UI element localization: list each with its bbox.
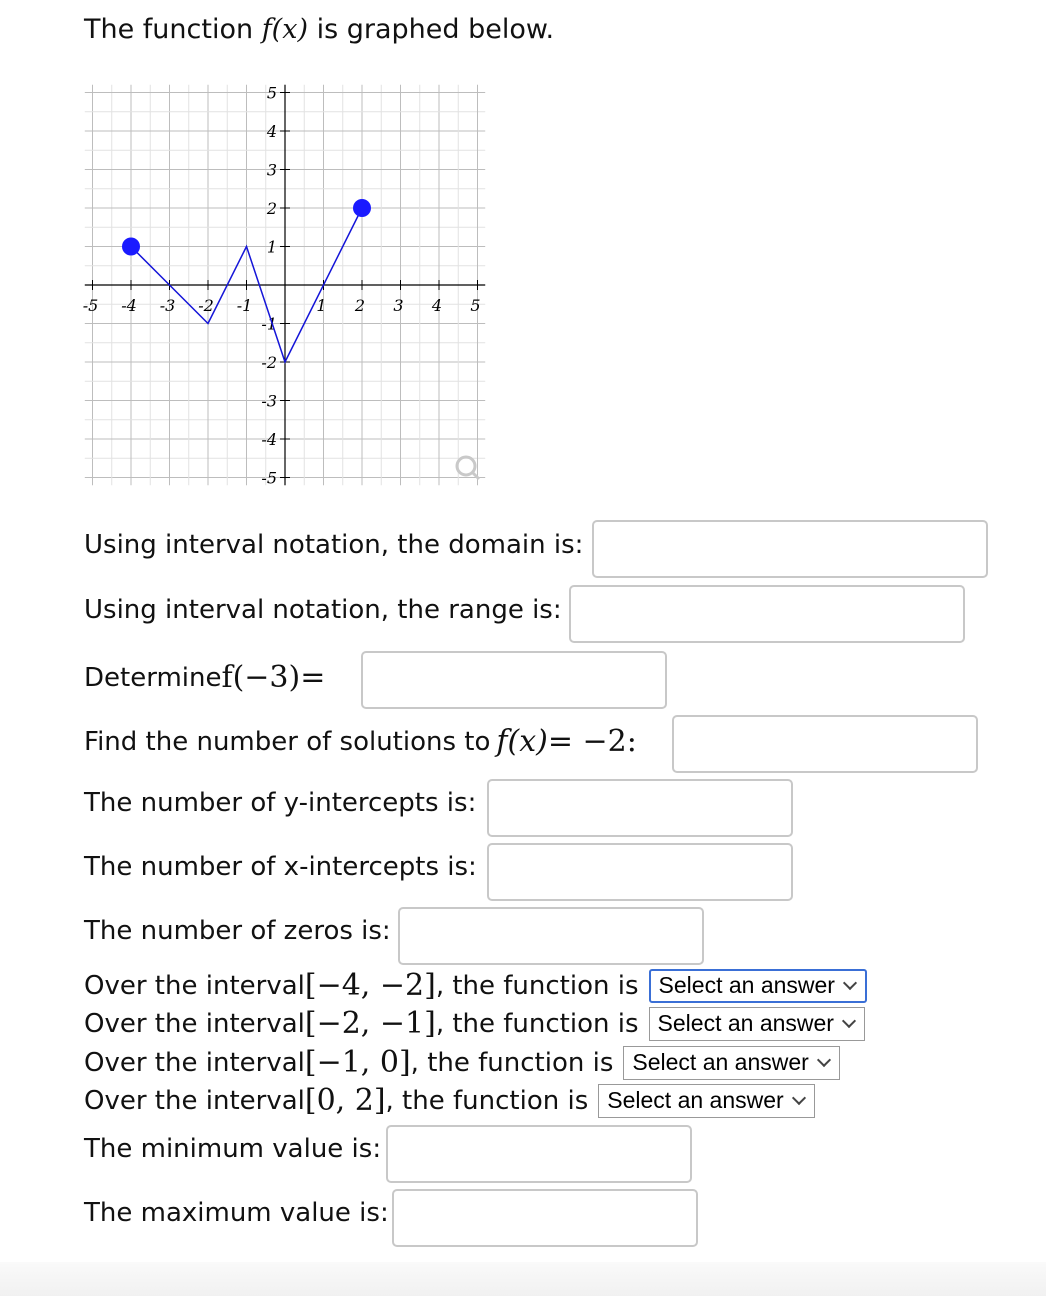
select-label: Select an answer <box>658 972 835 998</box>
endpoint-dot <box>353 199 371 217</box>
y-tick-label: 5 <box>266 83 277 103</box>
interval-value: [−1, 0] <box>304 1045 411 1080</box>
interval-3-select[interactable] <box>623 1046 839 1080</box>
maximum-input[interactable] <box>392 1189 698 1247</box>
interval-2-select[interactable] <box>649 1007 865 1041</box>
interval-prefix: Over the interval <box>84 970 305 1001</box>
y-tick-label: -3 <box>261 391 277 411</box>
interval-4-select[interactable] <box>598 1084 814 1118</box>
graph-axes <box>82 85 485 485</box>
domain-row <box>84 530 583 560</box>
chevron-down-icon <box>792 1090 806 1104</box>
chevron-down-icon <box>842 1013 856 1027</box>
interval-value: [0, 2] <box>304 1083 386 1118</box>
y-intercepts-label: The number of y-intercepts is: <box>84 788 477 818</box>
y-tick-label: 1 <box>266 237 277 257</box>
x-tick-label: 5 <box>470 296 481 315</box>
y-tick-label: 4 <box>266 122 277 141</box>
interval-value: [−2, −1] <box>304 1006 436 1041</box>
x-tick-label: -5 <box>82 296 99 315</box>
solutions-math: f(x) <box>496 724 548 759</box>
minimum-label: The minimum value is: <box>84 1134 382 1164</box>
interval-row-1 <box>84 968 867 1003</box>
x-intercepts-input[interactable] <box>487 843 793 901</box>
y-tick-label: 3 <box>266 160 277 180</box>
x-tick-label: -3 <box>159 296 176 315</box>
intro-fx: f(x) <box>261 14 308 45</box>
solutions-label: Find the number of solutions to <box>84 726 491 757</box>
endpoint-dot <box>122 238 140 256</box>
interval-suffix: , the function is <box>435 1008 639 1039</box>
function-graph <box>80 80 490 490</box>
maximum-label: The maximum value is: <box>84 1198 389 1228</box>
solutions-equals: = −2: <box>547 724 637 759</box>
zeros-row <box>84 916 391 946</box>
f-neg3-label: Determine <box>84 662 222 693</box>
intro-text <box>84 14 554 45</box>
x-tick-label: 2 <box>354 296 366 315</box>
solutions-row <box>84 724 637 759</box>
y-intercepts-row <box>84 788 476 818</box>
interval-value: [−4, −2] <box>304 968 436 1003</box>
f-neg3-equals: = <box>300 660 326 695</box>
y-tick-label: 2 <box>266 199 277 218</box>
solutions-input[interactable] <box>672 715 978 773</box>
range-label: Using interval notation, the range is: <box>84 595 562 625</box>
select-label: Select an answer <box>607 1087 784 1113</box>
select-label: Select an answer <box>632 1049 809 1075</box>
f-neg3-row <box>84 660 325 695</box>
magnifier-icon[interactable] <box>457 457 479 479</box>
interval-prefix: Over the interval <box>84 1008 305 1039</box>
chevron-down-icon <box>817 1052 831 1066</box>
x-intercepts-label: The number of x-intercepts is: <box>84 852 477 882</box>
minimum-row <box>84 1134 381 1164</box>
y-tick-label: -2 <box>261 353 277 372</box>
zeros-label: The number of zeros is: <box>84 916 391 946</box>
interval-row-4 <box>84 1083 815 1118</box>
minimum-input[interactable] <box>386 1125 692 1183</box>
interval-row-2 <box>84 1006 865 1041</box>
f-neg3-input[interactable] <box>361 651 667 709</box>
interval-suffix: , the function is <box>385 1085 589 1116</box>
interval-row-3 <box>84 1045 840 1080</box>
y-intercepts-input[interactable] <box>487 779 793 837</box>
maximum-row <box>84 1198 389 1228</box>
interval-1-select[interactable] <box>649 969 867 1003</box>
x-tick-label: 3 <box>393 296 404 315</box>
y-tick-label: -1 <box>261 314 277 334</box>
range-row <box>84 595 562 625</box>
x-tick-label: -2 <box>198 296 214 315</box>
x-intercepts-row <box>84 852 477 882</box>
f-neg3-math: f(−3) <box>221 660 301 695</box>
domain-label: Using interval notation, the domain is: <box>84 530 584 560</box>
x-tick-label: 4 <box>431 296 443 315</box>
chevron-down-icon <box>843 975 857 989</box>
interval-suffix: , the function is <box>435 970 639 1001</box>
x-tick-label: -1 <box>236 296 253 315</box>
x-tick-label: -4 <box>121 296 137 315</box>
intro-prefix: The function <box>84 14 262 45</box>
interval-prefix: Over the interval <box>84 1085 305 1116</box>
select-label: Select an answer <box>657 1010 834 1036</box>
y-tick-label: -5 <box>261 468 277 488</box>
page-bottom-edge <box>0 1262 1046 1296</box>
domain-input[interactable] <box>592 520 988 578</box>
range-input[interactable] <box>569 585 965 643</box>
interval-prefix: Over the interval <box>84 1047 305 1078</box>
intro-suffix: is graphed below. <box>307 14 555 45</box>
x-tick-label: 1 <box>316 296 327 315</box>
zeros-input[interactable] <box>398 907 704 965</box>
interval-suffix: , the function is <box>410 1047 614 1078</box>
y-tick-label: -4 <box>261 430 277 449</box>
